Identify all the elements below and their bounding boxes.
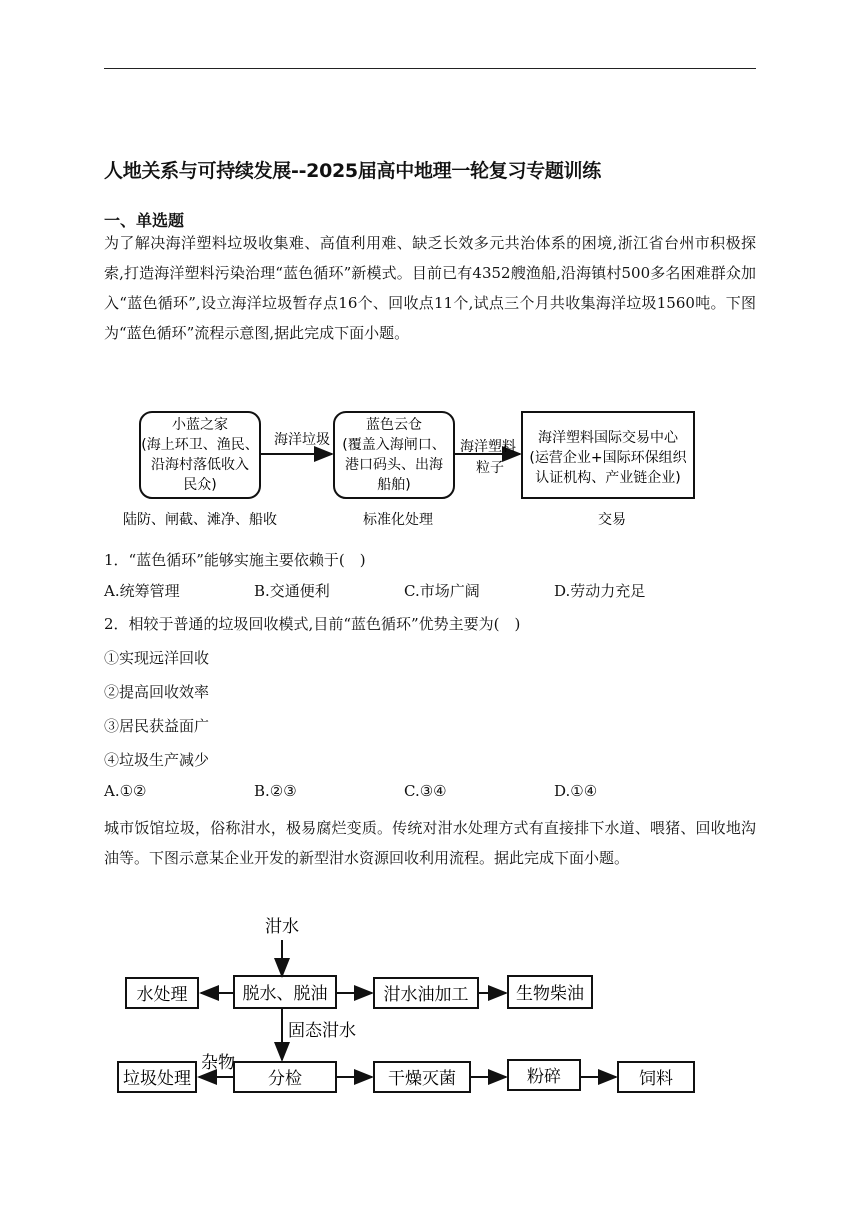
oil-processing-label: 泔水油加工 (383, 985, 469, 1005)
arrow2-label-1: 海洋塑料 (460, 439, 516, 455)
q2-option-b[interactable]: B.②③ (254, 782, 297, 800)
box1-line4: 民众) (183, 477, 217, 493)
q2-option-a[interactable]: A.①② (104, 782, 147, 800)
box1-line3: 沿海村落低收入 (151, 457, 249, 473)
q2-item-4: ④垃圾生产减少 (104, 751, 210, 769)
caption-1: 陆防、闸截、滩净、船收 (123, 512, 277, 528)
box2-line3: 港口码头、出海 (345, 457, 443, 473)
box3-line2: (运营企业+国际环保组织 (529, 450, 687, 466)
garbage-label: 垃圾处理 (123, 1069, 191, 1089)
blue-cycle-diagram (110, 402, 710, 532)
impurity-label: 杂物 (201, 1053, 235, 1073)
box2-line4: 船舶) (377, 477, 411, 493)
q2-option-c[interactable]: C.③④ (404, 782, 447, 800)
q2-option-d[interactable]: D.①④ (554, 782, 598, 800)
drying-label: 干燥灭菌 (388, 1069, 456, 1089)
q2-item-2: ②提高回收效率 (104, 683, 210, 701)
page-title: 人地关系与可持续发展--2025届高中地理一轮复习专题训练 (104, 160, 601, 182)
q1-option-d[interactable]: D.劳动力充足 (554, 582, 646, 600)
box3-line1: 海洋塑料国际交易中心 (538, 430, 678, 446)
passage-1: 为了解决海洋塑料垃圾收集难、高值利用难、缺乏长效多元共治体系的困境,浙江省台州市积极探索,打造海洋塑料污染治理“蓝色循环”新模式。目前已有4352艘渔船,沿海镇村500多名困难群众加入“蓝色循环”,设立海洋垃圾暂存点16个、回收点11个,试点三个月共收集海洋垃圾1560吨。下图为“蓝色循环”流程示意图,据此完成下面小题。 (104, 234, 756, 342)
q2-item-3: ③居民获益面广 (104, 717, 210, 735)
header-rule (104, 68, 756, 69)
question-1-stem: 1．“蓝色循环”能够实施主要依赖于( ) (104, 551, 366, 569)
q2-item-1: ①实现远洋回收 (104, 649, 210, 667)
box3-line3: 认证机构、产业链企业) (535, 470, 681, 486)
question-2-stem: 2．相较于普通的垃圾回收模式,目前“蓝色循环”优势主要为( ) (104, 615, 521, 633)
arrow1-label: 海洋垃圾 (274, 432, 330, 448)
box2-line2: (覆盖入海闸口、 (342, 437, 446, 453)
passage-2: 城市饭馆垃圾，俗称泔水，极易腐烂变质。传统对泔水处理方式有直接排下水道、喂猪、回收地沟油等。下图示意某企业开发的新型泔水资源回收利用流程。据此完成下面小题。 (104, 819, 756, 867)
crushing-label: 粉碎 (527, 1067, 561, 1087)
box1-line1: 小蓝之家 (172, 417, 228, 433)
caption-3: 交易 (598, 512, 626, 528)
biodiesel-label: 生物柴油 (516, 984, 584, 1004)
caption-2: 标准化处理 (363, 512, 433, 528)
solid-swill-label: 固态泔水 (288, 1021, 356, 1041)
section-heading: 一、单选题 (104, 211, 185, 230)
q1-option-c[interactable]: C.市场广阔 (404, 582, 480, 600)
arrow2-label-2: 粒子 (476, 460, 504, 476)
swill-recycling-diagram (110, 910, 710, 1100)
box2-line1: 蓝色云仓 (366, 417, 422, 433)
q1-option-a[interactable]: A.统筹管理 (104, 582, 180, 600)
sorting-label: 分检 (268, 1069, 302, 1089)
feed-label: 饲料 (639, 1069, 673, 1089)
box1-line2: (海上环卫、渔民、 (141, 437, 259, 453)
q1-option-b[interactable]: B.交通便利 (254, 582, 330, 600)
dewater-label: 脱水、脱油 (242, 984, 328, 1004)
swill-label: 泔水 (265, 917, 299, 937)
water-treatment-label: 水处理 (136, 985, 188, 1005)
